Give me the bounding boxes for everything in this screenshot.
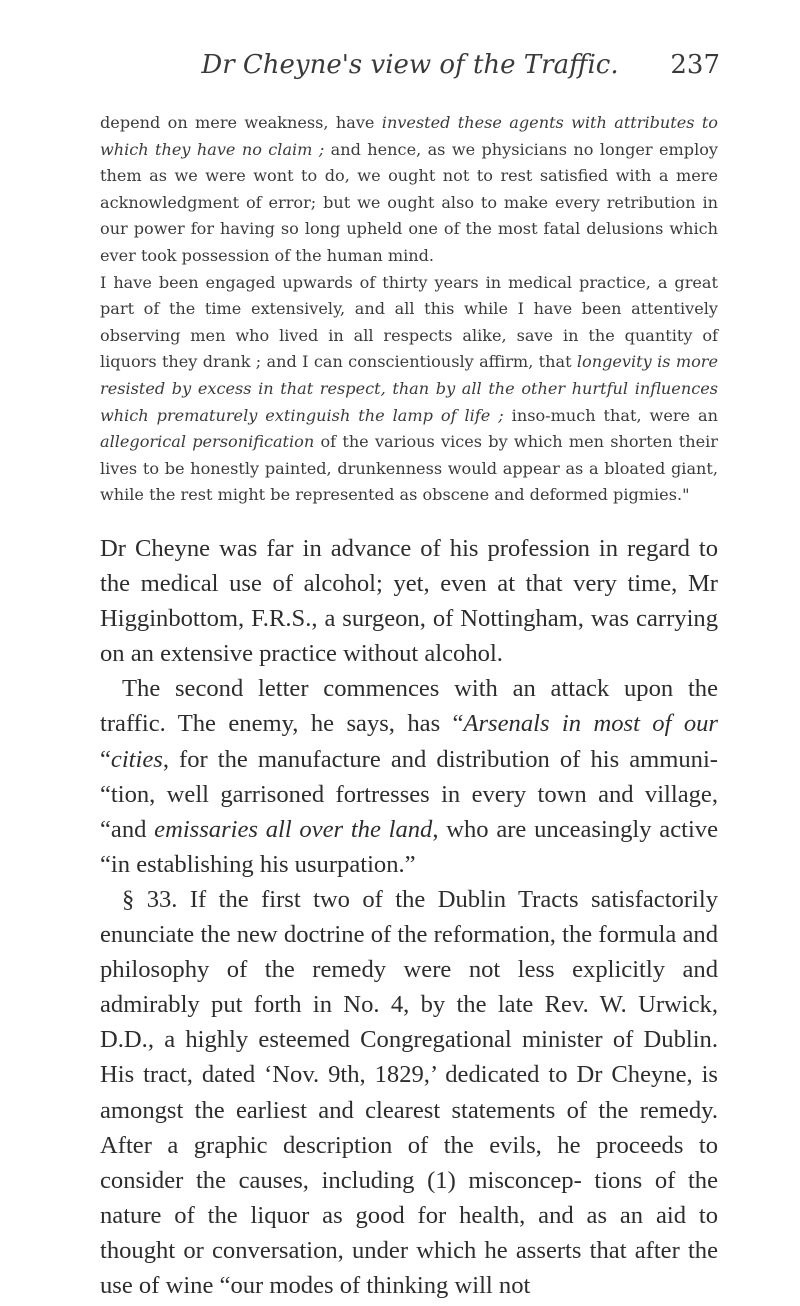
body-text: “ <box>100 745 111 773</box>
body-text: The second letter commences with an attack upon the traffic. The enemy, he says, has “ <box>100 675 718 738</box>
body-italic-text: emissaries all over the land <box>154 815 433 843</box>
body-text: , for the manufacture and distribution of his ammuni- “tion, well garrisoned fortresses in every town and village, “and <box>100 745 718 843</box>
quote-paragraph-2 <box>100 270 718 509</box>
quote-paragraph-1 <box>100 110 718 270</box>
body-italic-text: Arsenals in most of our <box>463 710 718 738</box>
quote-text: of the various vices by which men shorten their lives to be honestly painted, drunkenness would appear as a bloated giant, while the rest might be represented as obscene and deformed pigmies." <box>100 432 718 505</box>
quote-italic-text: allegorical personification <box>100 432 315 452</box>
body-text: , who are unceasingly active “in establishing his usurpation.” <box>100 815 718 878</box>
quote-text: and hence, as we physicians no longer employ them as we were wont to do, we ought not to rest satisfied with a mere acknowledgment of error; but we ought also to make every retribution in our power for having so long upheld one of the most fatal delusions which ever took possession of the human mind. <box>100 139 718 265</box>
quote-italic-text: longevity is more resisted by excess in that respect, than by all the other hurtful influences which prematurely extinguish the lamp of life ; <box>100 352 718 425</box>
body-italic-text: cities <box>110 745 163 773</box>
main-paragraph-2 <box>100 671 718 882</box>
quote-text: depend on mere weakness, have <box>100 113 382 132</box>
quote-text: inso-much that, were an <box>503 405 718 425</box>
quote-text: I have been engaged upwards of thirty years in medical practice, a great part of the time extensively, and all this while I have been attentively observing men who lived in all respects alike, save in the quantity of liquors they drank ; and I can conscientiously affirm, that <box>100 272 718 372</box>
page-number: 237 <box>670 50 720 80</box>
quoted-passage <box>100 110 718 509</box>
main-text <box>100 531 718 1303</box>
main-paragraph-3: § 33. If the first two of the Dublin Tracts satisfactorily enunciate the new doctrine of the reformation, the formula and philosophy of the remedy were not less explicitly and admirably put forth in No. 4, by the late Rev. W. Urwick, D.D., a highly esteemed Congregational minister of Dublin. His tract, dated ‘Nov. 9th, 1829,’ dedicated to Dr Cheyne, is amongst the earliest and clearest statements of the remedy. After a graphic description of the evils, he proceeds to consider the causes, including (1) misconcep- tions of the nature of the liquor as good for health, and as an aid to thought or conversation, under which he asserts that after the use of wine “our modes of thinking will not <box>100 885 718 1299</box>
page-header <box>100 48 720 92</box>
running-title: Dr Cheyne's view of the Traffic. <box>201 50 619 80</box>
main-paragraph-1: Dr Cheyne was far in advance of his profession in regard to the medical use of alcohol; yet, even at that very time, Mr Higginbottom, F.R.S., a surgeon, of Nottingham, was carrying on an extensive practice without alcohol. <box>100 535 718 668</box>
quote-italic-text: invested these agents with attributes to which they have no claim ; <box>100 113 718 159</box>
